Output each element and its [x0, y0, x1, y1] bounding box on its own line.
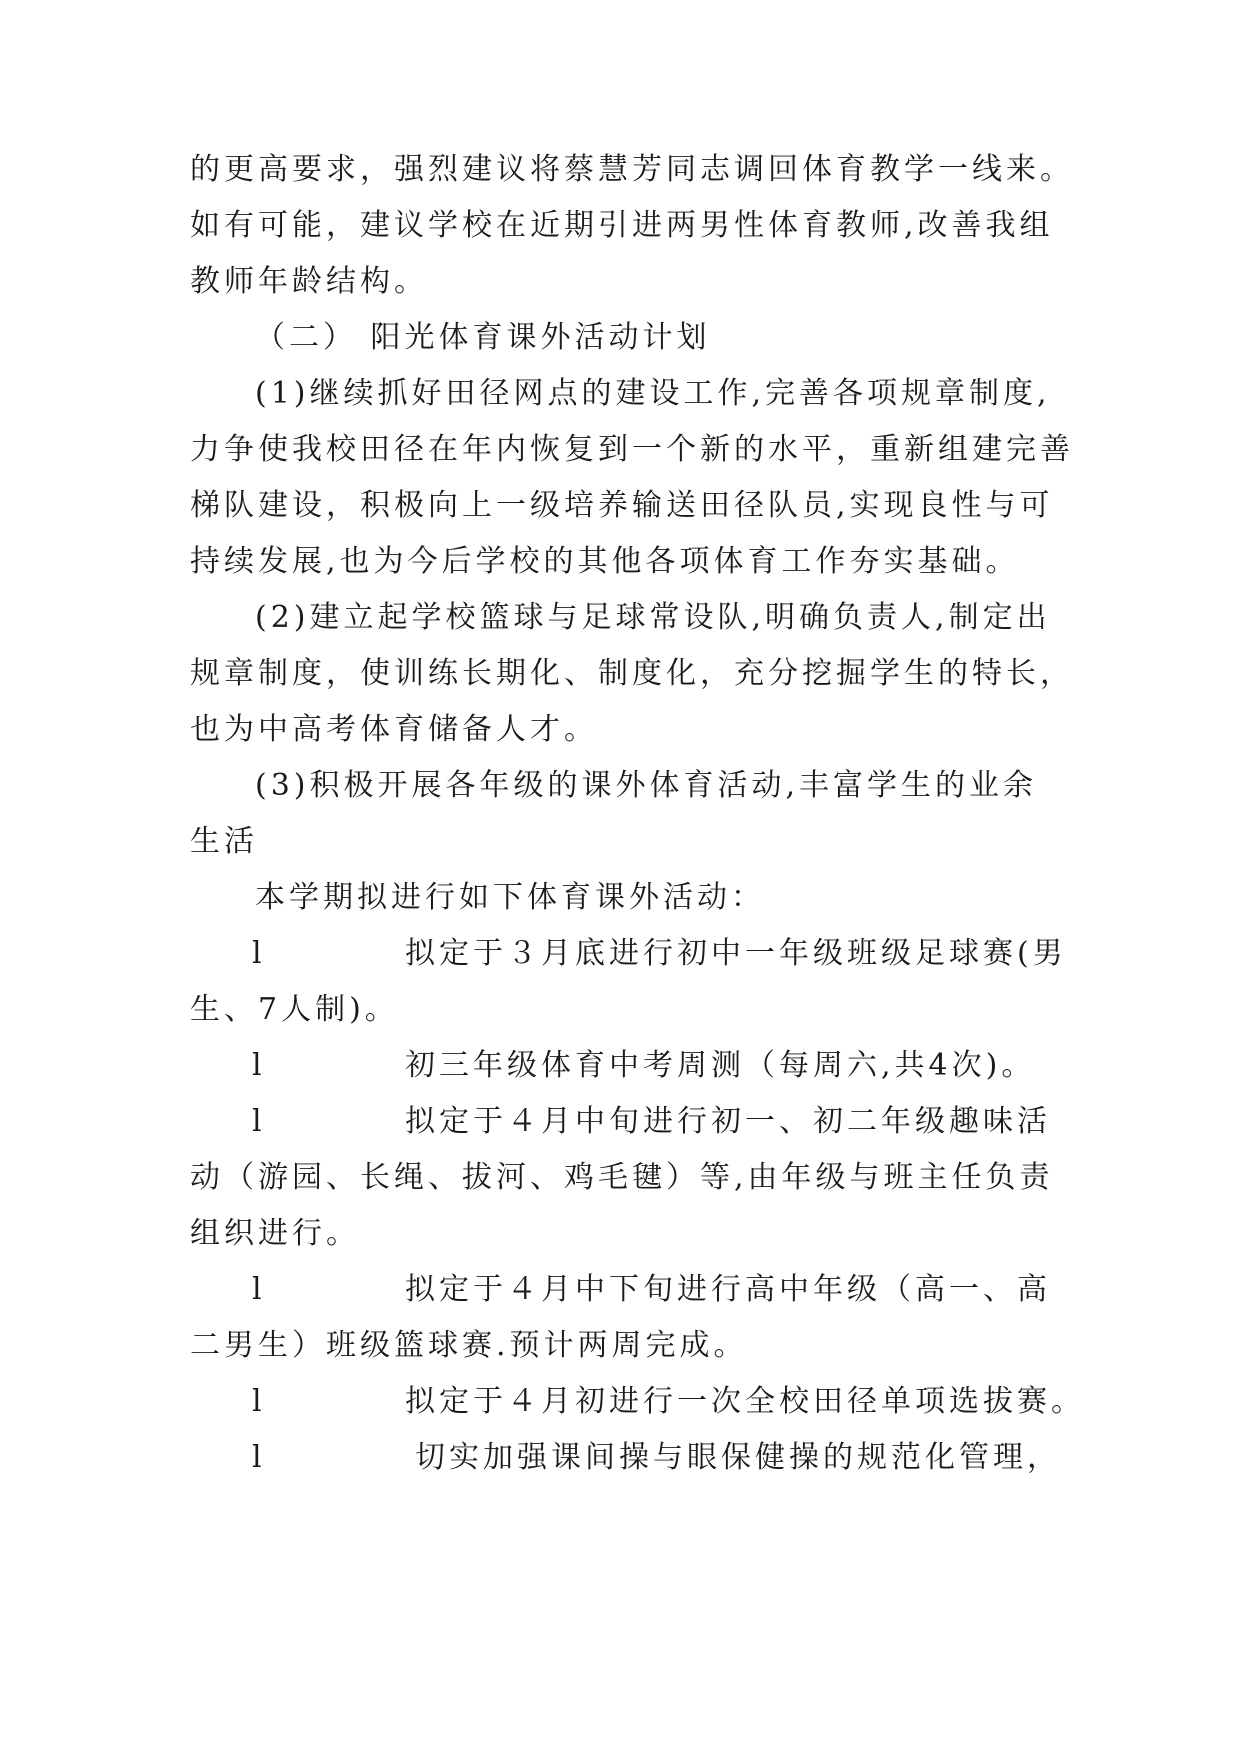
- list-item-text: 二男生）班级篮球赛.预计两周完成。: [190, 1328, 748, 1363]
- list-item-text: 拟定于４月中下旬进行高中年级（高一、高: [405, 1272, 1051, 1307]
- body-text-line: 教师年龄结构。: [190, 264, 428, 299]
- list-bullet: l: [252, 1440, 262, 1475]
- list-item-text: 切实加强课间操与眼保健操的规范化管理，: [415, 1440, 1061, 1475]
- body-text-line: 梯队建设，积极向上一级培养输送田径队员,实现良性与可: [190, 488, 1054, 523]
- body-text-line: 力争使我校田径在年内恢复到一个新的水平，重新组建完善: [190, 432, 1074, 467]
- body-text-line: (3)积极开展各年级的课外体育活动,丰富学生的业余: [255, 768, 1038, 803]
- body-text-line: 持续发展,也为今后学校的其他各项体育工作夯实基础。: [190, 544, 1020, 579]
- list-bullet: l: [252, 1104, 262, 1139]
- body-text-line: 如有可能，建议学校在近期引进两男性体育教师,改善我组: [190, 208, 1054, 243]
- list-item-text: 拟定于４月中旬进行初一、初二年级趣味活: [405, 1104, 1051, 1139]
- list-bullet: l: [252, 1272, 262, 1307]
- body-text-line: (1)继续抓好田径网点的建设工作,完善各项规章制度,: [255, 376, 1051, 411]
- list-item-text: 拟定于３月底进行初中一年级班级足球赛(男: [405, 936, 1067, 971]
- list-item-text: 初三年级体育中考周测（每周六,共4次)。: [405, 1048, 1036, 1083]
- list-bullet: l: [252, 1384, 262, 1419]
- body-text-line: 也为中高考体育储备人才。: [190, 712, 598, 747]
- list-item-text: 组织进行。: [190, 1216, 360, 1251]
- list-item-text: 动（游园、长绳、拔河、鸡毛毽）等,由年级与班主任负责: [190, 1160, 1054, 1195]
- body-text-line: 的更高要求，强烈建议将蔡慧芳同志调回体育教学一线来。: [190, 152, 1074, 187]
- list-bullet: l: [252, 1048, 262, 1083]
- body-text-line: 本学期拟进行如下体育课外活动：: [255, 880, 765, 915]
- list-bullet: l: [252, 936, 262, 971]
- body-text-line: 生活: [190, 824, 258, 859]
- list-item-text: 拟定于４月初进行一次全校田径单项选拔赛。: [405, 1384, 1085, 1419]
- list-item-text: 生、7人制)。: [190, 992, 399, 1027]
- body-text-line: 规章制度，使训练长期化、制度化，充分挖掘学生的特长，: [190, 656, 1074, 691]
- section-heading: （二） 阳光体育课外活动计划: [255, 320, 711, 355]
- body-text-line: (2)建立起学校篮球与足球常设队,明确负责人,制定出: [255, 600, 1051, 635]
